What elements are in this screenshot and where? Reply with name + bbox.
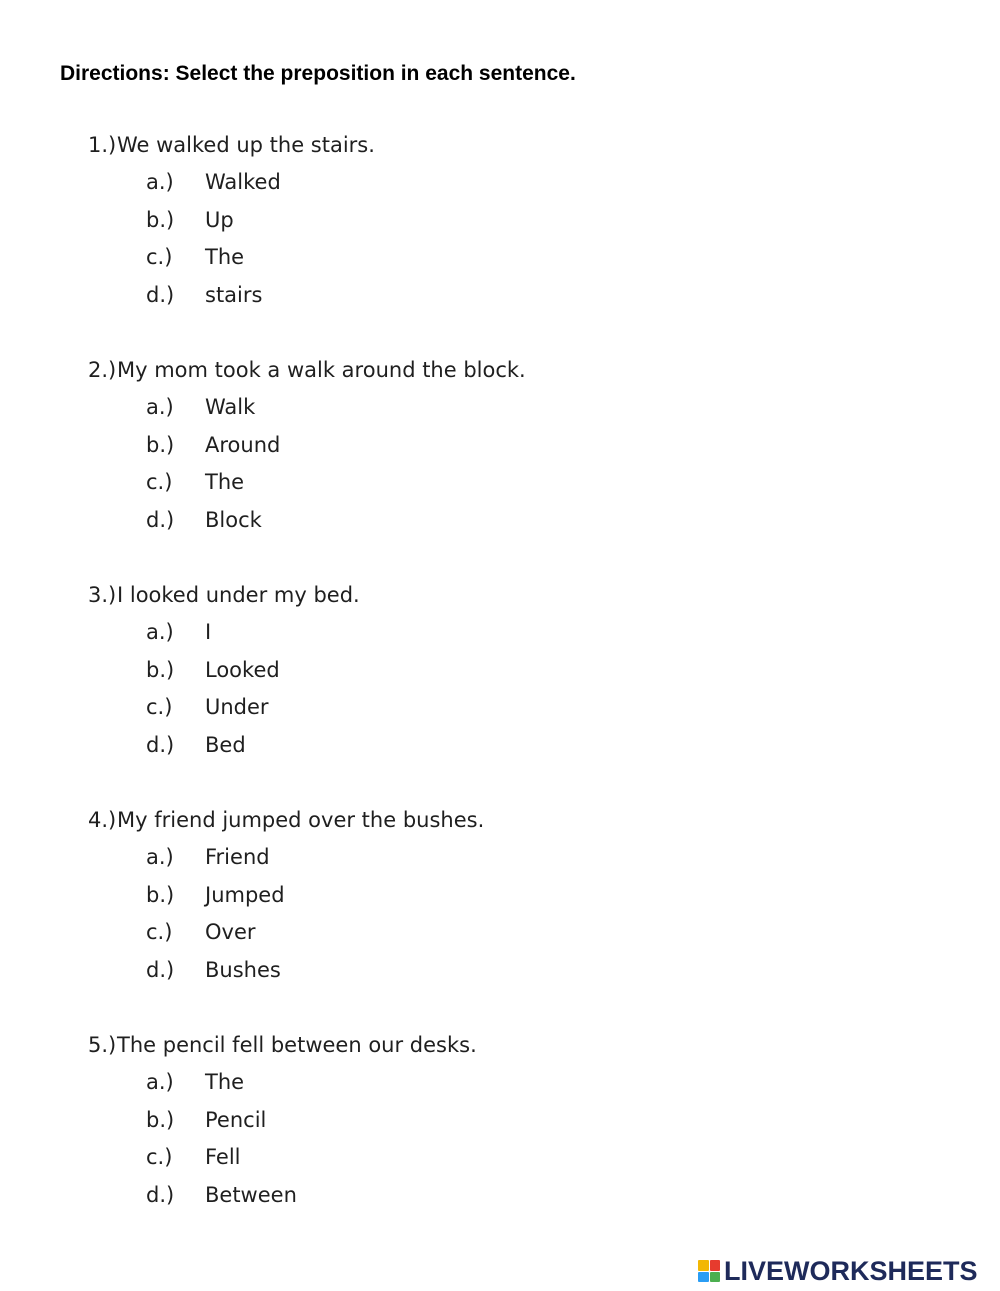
option-text: Walk [205,395,256,419]
option-letter: d.) [146,507,175,532]
logo-square-yellow [698,1260,709,1271]
option-text: Jumped [205,882,285,907]
option-letter: b.) [146,207,175,232]
option-text: The [205,1070,245,1094]
question-3 [88,577,788,764]
option-c[interactable] [88,464,788,502]
option-text: Fell [205,1145,241,1169]
option-a[interactable] [88,389,788,427]
option-a[interactable] [88,839,788,877]
option-letter: b.) [146,657,175,682]
option-letter: a.) [146,395,174,419]
question-4 [88,802,788,989]
option-text: Looked [205,657,280,682]
option-letter: d.) [146,957,175,982]
logo-square-green [710,1272,721,1283]
question-stem [88,352,788,389]
question-number: 5.) [88,1033,117,1057]
option-text: I [205,620,212,644]
question-stem [88,127,788,164]
option-b[interactable] [88,427,788,465]
logo-text: LIVEWORKSHEETS [724,1255,978,1286]
option-a[interactable] [88,164,788,202]
option-d[interactable] [88,1177,788,1215]
question-text: My friend jumped over the bushes. [117,808,485,832]
option-letter: d.) [146,282,175,307]
question-number: 4.) [88,808,117,832]
question-stem [88,1027,788,1064]
option-letter: a.) [146,170,174,194]
option-c[interactable] [88,1139,788,1177]
question-text: The pencil fell between our desks. [117,1033,477,1057]
question-5 [88,1027,788,1214]
option-text: Under [205,695,269,719]
option-text: Around [205,432,281,457]
liveworksheets-logo-icon [698,1260,720,1282]
option-text: Between [205,1182,297,1207]
question-1 [88,127,788,314]
question-text: I looked under my bed. [117,583,360,607]
option-letter: a.) [146,620,174,644]
option-letter: c.) [146,245,173,269]
option-letter: b.) [146,432,175,457]
option-text: Block [205,507,262,532]
option-letter: d.) [146,732,175,757]
question-text: My mom took a walk around the block. [117,358,526,382]
option-letter: b.) [146,882,175,907]
question-stem [88,577,788,614]
question-number: 1.) [88,133,117,157]
option-letter: c.) [146,470,173,494]
option-text: Bed [205,732,246,757]
option-text: Walked [205,170,281,194]
question-number: 2.) [88,358,117,382]
option-text: Over [205,920,256,944]
option-b[interactable] [88,652,788,690]
option-a[interactable] [88,1064,788,1102]
option-text: The [205,245,245,269]
option-text: stairs [205,282,263,307]
option-letter: c.) [146,695,173,719]
option-b[interactable] [88,877,788,915]
option-letter: b.) [146,1107,175,1132]
option-c[interactable] [88,914,788,952]
option-letter: a.) [146,1070,174,1094]
option-d[interactable] [88,727,788,765]
logo-square-blue [698,1272,709,1283]
option-c[interactable] [88,239,788,277]
option-b[interactable] [88,1102,788,1140]
option-letter: c.) [146,1145,173,1169]
option-text: Friend [205,845,270,869]
option-d[interactable] [88,502,788,540]
option-text: The [205,470,245,494]
liveworksheets-logo [698,1256,978,1286]
question-stem [88,802,788,839]
option-letter: c.) [146,920,173,944]
option-letter: d.) [146,1182,175,1207]
option-text: Bushes [205,957,281,982]
option-d[interactable] [88,277,788,315]
question-text: We walked up the stairs. [117,133,375,157]
option-a[interactable] [88,614,788,652]
option-letter: a.) [146,845,174,869]
directions-heading: Directions: Select the preposition in each sentence. [60,62,576,85]
option-text: Up [205,207,234,232]
option-b[interactable] [88,202,788,240]
option-text: Pencil [205,1107,267,1132]
question-number: 3.) [88,583,117,607]
logo-square-red [710,1260,721,1271]
option-c[interactable] [88,689,788,727]
option-d[interactable] [88,952,788,990]
question-2 [88,352,788,539]
